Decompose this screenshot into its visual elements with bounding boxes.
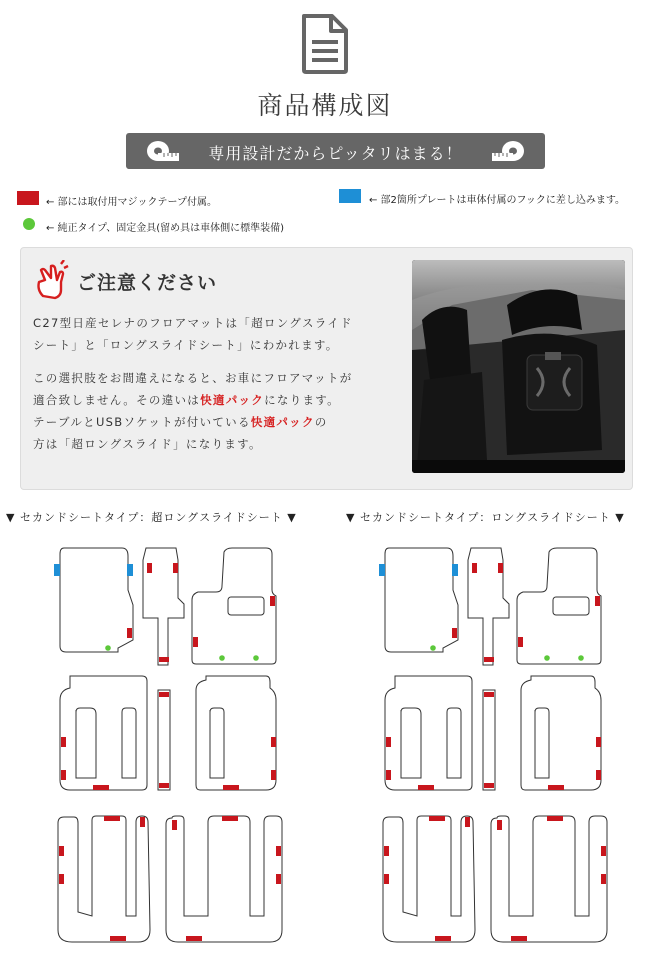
fixing-clip-marker bbox=[430, 645, 436, 651]
velcro-tape-marker bbox=[429, 816, 445, 821]
notice-line-5 bbox=[33, 414, 328, 430]
notice-line-4-a: 適合致しません。その違いは bbox=[33, 393, 201, 407]
notice-line-3: この選択肢をお間違えになると、お車にフロアマットが bbox=[33, 371, 353, 385]
legend-red-swatch bbox=[17, 191, 39, 205]
velcro-tape-marker bbox=[59, 846, 64, 856]
notice-line-5-a: テーブルとUSBソケットが付いている bbox=[33, 415, 251, 429]
fixing-clip-marker bbox=[105, 645, 111, 651]
notice-panel bbox=[20, 247, 633, 490]
velcro-tape-marker bbox=[93, 785, 109, 790]
fixing-clip-marker bbox=[253, 655, 259, 661]
floor-mat-outline bbox=[166, 816, 282, 942]
mat-layout-long-slide bbox=[325, 540, 650, 950]
velcro-tape-marker bbox=[223, 785, 239, 790]
velcro-tape-marker bbox=[601, 846, 606, 856]
velcro-tape-marker bbox=[595, 596, 600, 606]
console-cutout bbox=[228, 597, 264, 615]
fixing-clip-marker bbox=[219, 655, 225, 661]
velcro-tape-marker bbox=[386, 737, 391, 747]
velcro-tape-marker bbox=[465, 817, 470, 827]
velcro-tape-marker bbox=[548, 785, 564, 790]
velcro-tape-marker bbox=[172, 820, 177, 830]
mat-layout-super-long-slide bbox=[0, 540, 325, 950]
notice-line-5-b: の bbox=[314, 415, 328, 429]
banner-text: 専用設計だからピッタリはまる！ bbox=[208, 144, 463, 163]
floor-mat-outline bbox=[158, 690, 170, 790]
legend-blue-swatch bbox=[339, 189, 361, 203]
section-header-long-slide: ▼ セカンドシートタイプ：ロングスライドシート ▼ bbox=[346, 511, 625, 524]
legend-red-text: ← 部には取付用マジックテープ付属。 bbox=[46, 197, 218, 208]
velcro-tape-marker bbox=[270, 596, 275, 606]
velcro-tape-marker bbox=[384, 874, 389, 884]
floor-mat-outline bbox=[483, 690, 495, 790]
velcro-tape-marker bbox=[601, 874, 606, 884]
velcro-tape-marker bbox=[518, 637, 523, 647]
velcro-tape-marker bbox=[484, 783, 494, 788]
hook-plate-marker bbox=[452, 564, 458, 576]
velcro-tape-marker bbox=[147, 563, 152, 573]
document-icon bbox=[300, 14, 350, 74]
velcro-tape-marker bbox=[271, 770, 276, 780]
notice-heading: ご注意ください bbox=[77, 272, 218, 294]
velcro-tape-marker bbox=[452, 628, 457, 638]
velcro-tape-marker bbox=[59, 874, 64, 884]
notice-highlight: 快適パック bbox=[250, 415, 315, 429]
velcro-tape-marker bbox=[276, 874, 281, 884]
notice-line-2: シート」と「ロングスライドシート」にわかれます。 bbox=[33, 338, 339, 352]
notice-line-4-b: になります。 bbox=[264, 393, 340, 407]
velcro-tape-marker bbox=[484, 692, 494, 697]
floor-mat-outline bbox=[385, 676, 472, 790]
hand-caution-icon bbox=[33, 260, 69, 300]
car-interior-photo bbox=[412, 260, 625, 473]
floor-mat-outline bbox=[521, 676, 601, 790]
hook-plate-marker bbox=[379, 564, 385, 576]
velcro-tape-marker bbox=[547, 816, 563, 821]
velcro-tape-marker bbox=[276, 846, 281, 856]
velcro-tape-marker bbox=[61, 737, 66, 747]
hook-plate-marker bbox=[127, 564, 133, 576]
section-header-super-long-slide: ▼ セカンドシートタイプ：超ロングスライドシート ▼ bbox=[6, 511, 297, 524]
velcro-tape-marker bbox=[173, 563, 178, 573]
velcro-tape-marker bbox=[498, 563, 503, 573]
hook-plate-marker bbox=[54, 564, 60, 576]
fixing-clip-marker bbox=[578, 655, 584, 661]
velcro-tape-marker bbox=[193, 637, 198, 647]
velcro-tape-marker bbox=[186, 936, 202, 941]
velcro-tape-marker bbox=[386, 770, 391, 780]
fit-banner bbox=[126, 133, 545, 169]
notice-highlight: 快適パック bbox=[200, 393, 265, 407]
velcro-tape-marker bbox=[418, 785, 434, 790]
floor-mat-outline bbox=[196, 676, 276, 790]
velcro-tape-marker bbox=[472, 563, 477, 573]
notice-line-4 bbox=[33, 392, 340, 408]
velcro-tape-marker bbox=[384, 846, 389, 856]
velcro-tape-marker bbox=[497, 820, 502, 830]
velcro-tape-marker bbox=[110, 936, 126, 941]
console-cutout bbox=[553, 597, 589, 615]
velcro-tape-marker bbox=[127, 628, 132, 638]
notice-line-6: 方は「超ロングスライド」になります。 bbox=[33, 437, 262, 451]
velcro-tape-marker bbox=[159, 692, 169, 697]
velcro-tape-marker bbox=[435, 936, 451, 941]
velcro-tape-marker bbox=[484, 657, 494, 662]
velcro-tape-marker bbox=[511, 936, 527, 941]
velcro-tape-marker bbox=[596, 770, 601, 780]
velcro-tape-marker bbox=[596, 737, 601, 747]
notice-line-1: C27型日産セレナのフロアマットは「超ロングスライド bbox=[33, 316, 353, 330]
floor-mat-outline bbox=[491, 816, 607, 942]
fixing-clip-marker bbox=[544, 655, 550, 661]
legend-green-text: ← 純正タイプ、固定金具(留め具は車体側に標準装備) bbox=[46, 223, 285, 234]
floor-mat-outline bbox=[60, 676, 147, 790]
velcro-tape-marker bbox=[104, 816, 120, 821]
velcro-tape-marker bbox=[159, 783, 169, 788]
velcro-tape-marker bbox=[271, 737, 276, 747]
velcro-tape-marker bbox=[159, 657, 169, 662]
floor-mat-outline bbox=[60, 548, 133, 652]
velcro-tape-marker bbox=[222, 816, 238, 821]
legend-green-dot bbox=[23, 218, 35, 230]
velcro-tape-marker bbox=[140, 817, 145, 827]
page-title: 商品構成図 bbox=[257, 91, 393, 120]
floor-mat-outline bbox=[383, 816, 475, 942]
measuring-tape-icon bbox=[491, 139, 525, 163]
floor-mat-outline bbox=[58, 816, 150, 942]
floor-mat-outline bbox=[385, 548, 458, 652]
velcro-tape-marker bbox=[61, 770, 66, 780]
legend-blue-text: ← 部2箇所プレートは車体付属のフックに差し込みます。 bbox=[369, 195, 626, 206]
